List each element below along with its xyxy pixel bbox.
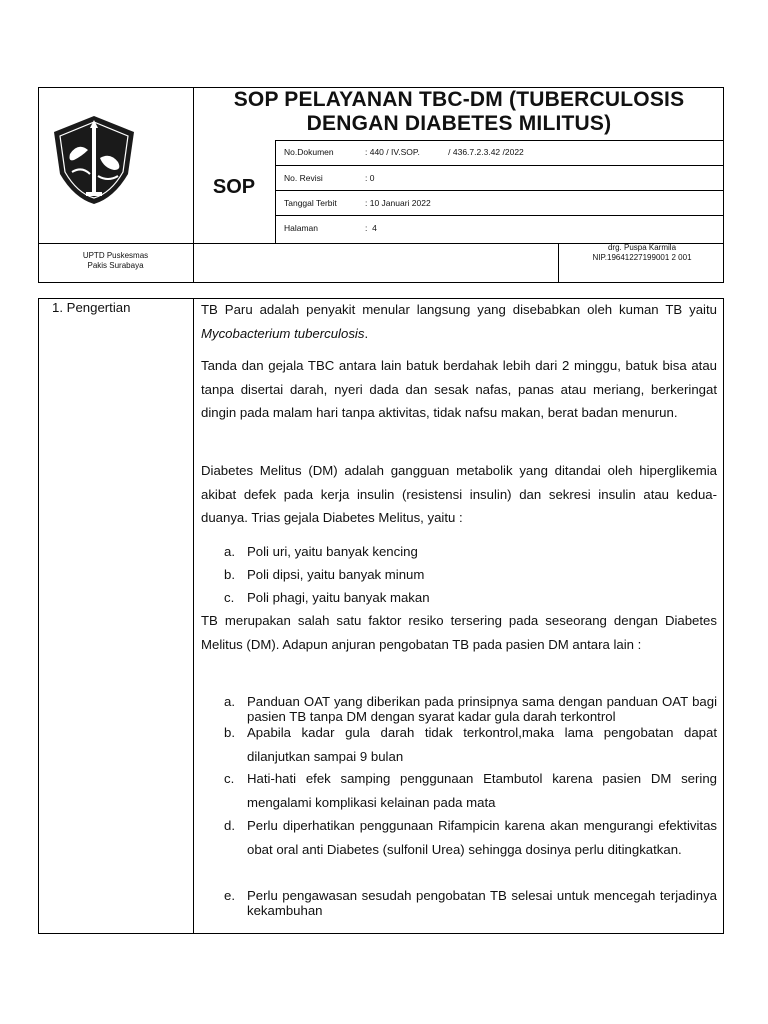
title-line-2: DENGAN DIABETES MILITUS) (306, 112, 612, 135)
list1-marker: b. (224, 567, 235, 582)
org-line-2: Pakis Surabaya (87, 261, 144, 270)
list1-item: Poli uri, yaitu banyak kencing (247, 544, 418, 559)
header-line (275, 215, 724, 216)
paragraph-tb-dm-risk: TB merupakan salah satu faktor resiko tersering pada seseorang dengan Diabetes Melitus (DM). Adapun anjuran pengobatan TB pada pasien DM antara lain : (201, 613, 717, 652)
list2-item: Perlu diperhatikan penggunaan Rifampicin karena akan mengurangi efektivitas obat oral anti Diabetes (sulfonil Urea) sehingga dosinya perlu ditingkatkan. (247, 818, 717, 857)
list2-item: Panduan OAT yang diberikan pada prinsipnya sama dengan panduan OAT bagi pasien TB tanpa DM dengan syarat kadar gula darah terkontrol (247, 694, 717, 724)
field-value-halaman: : 4 (365, 223, 377, 233)
paragraph-symptoms-tbc: Tanda dan gejala TBC antara lain batuk berdahak lebih dari 2 minggu, batuk bisa atau tanpa disertai darah, nyeri dada dan sesak nafas, panas atau meriang, berkeringat dingin pada malam hari tanpa aktivitas, tidak nafsu makan, berat badan menurun. (201, 358, 717, 420)
header-line (275, 165, 724, 166)
organization-name (38, 251, 193, 271)
header-line (275, 190, 724, 191)
list2-marker: a. (224, 694, 235, 709)
field-label-tanggal-terbit: Tanggal Terbit (284, 198, 337, 208)
field-label-halaman: Halaman (284, 223, 319, 233)
list1-marker: c. (224, 590, 235, 605)
header-line (275, 140, 724, 141)
section-label: 1. Pengertian (52, 300, 131, 315)
list2-item: Hati-hati efek samping penggunaan Etambutol karena pasien DM sering mengalami komplikasi kelainan pada mata (247, 771, 717, 810)
document-title (194, 88, 724, 136)
field-label-no-revisi: No. Revisi (284, 173, 323, 183)
sop-label: SOP (212, 176, 256, 198)
list2-item: Perlu pengawasan sesudah pengobatan TB selesai untuk mencegah terjadinya kekambuhan (247, 888, 717, 918)
field-label-no-dokumen: No.Dokumen (284, 147, 334, 157)
list1-item: Poli phagi, yaitu banyak makan (247, 590, 430, 605)
org-line-1: UPTD Puskesmas (82, 251, 149, 260)
p1-text: TB Paru adalah penyakit menular langsung yang disebabkan oleh kuman TB yaitu (201, 302, 717, 317)
list1-marker: a. (224, 544, 235, 559)
signer-name: drg. Puspa Karmila (607, 243, 677, 252)
list2-marker: c. (224, 771, 235, 786)
header-divider-signer (558, 243, 559, 283)
signer-nip: NIP.19641227199001 2 001 (592, 253, 692, 262)
list1-item: Poli dipsi, yaitu banyak minum (247, 567, 425, 582)
city-emblem-logo (52, 114, 136, 206)
list2-marker: e. (224, 888, 235, 903)
title-line-1: SOP PELAYANAN TBC-DM (TUBERCULOSIS (233, 88, 685, 111)
paragraph-definition-tb (201, 298, 717, 345)
p1-italic-term: Mycobacterium tuberculosis (201, 325, 365, 341)
field-value-tanggal-terbit: : 10 Januari 2022 (365, 198, 431, 208)
header-divider-sop (275, 140, 276, 243)
signer-block (560, 243, 724, 263)
p1-end: . (364, 325, 369, 341)
list2-item: Apabila kadar gula darah tidak terkontrol,maka lama pengobatan dapat dilanjutkan sampai 9 bulan (247, 725, 717, 764)
list2-marker: d. (224, 818, 235, 833)
field-value-no-revisi: : 0 (365, 173, 375, 183)
content-divider (193, 298, 194, 934)
paragraph-definition-dm: Diabetes Melitus (DM) adalah gangguan metabolik yang ditandai oleh hiperglikemia akibat defek pada kerja insulin (resistensi insulin) dan sekresi insulin atau kedua-duanya. Trias gejala Diabetes Melitus, yaitu : (201, 463, 717, 525)
list2-marker: b. (224, 725, 235, 740)
field-value-no-dokumen: : 440 / IV.SOP. / 436.7.2.3.42 /2022 (365, 147, 524, 157)
